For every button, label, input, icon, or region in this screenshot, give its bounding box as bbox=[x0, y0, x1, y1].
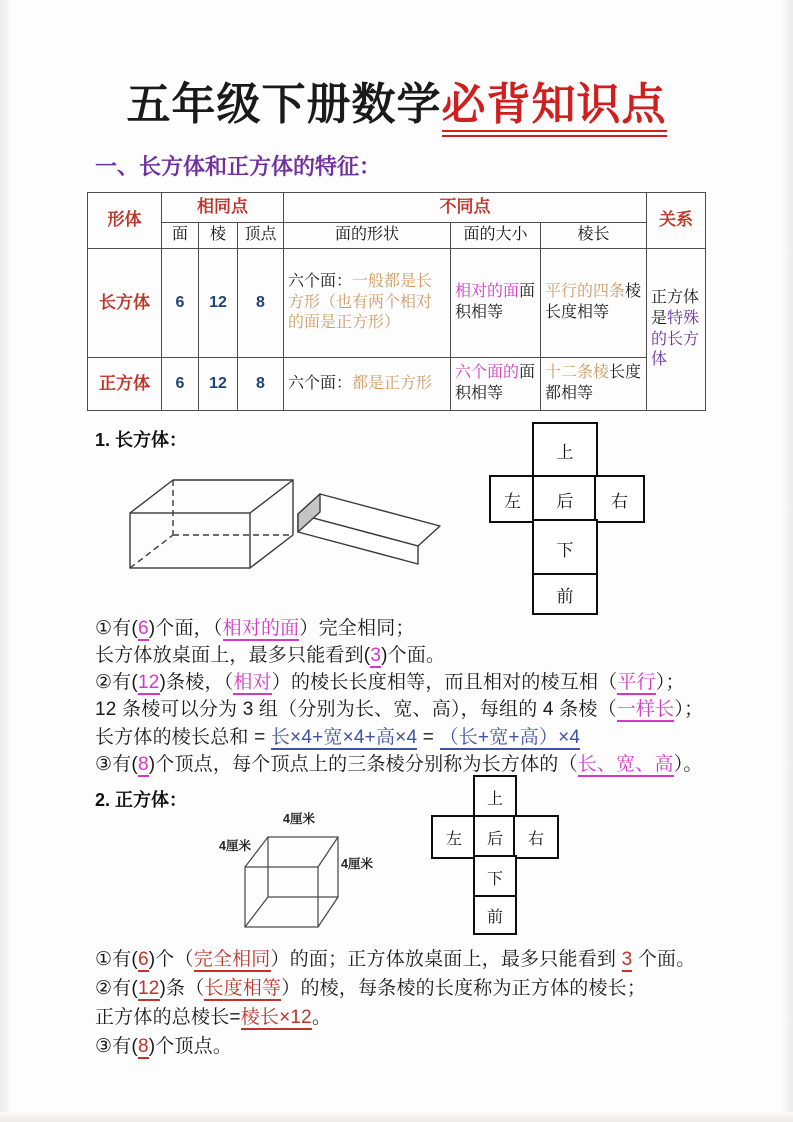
edge-label: 4厘米 bbox=[341, 857, 373, 871]
header-same-points: 相同点 bbox=[162, 193, 284, 223]
cuboid-fact-line: ③有(8)个顶点，每个顶点上的三条棱分别称为长方体的（长、宽、高）。 bbox=[95, 754, 703, 775]
cell-cube-edge-length: 十二条棱长度都相等 bbox=[541, 358, 647, 411]
cube-fact-line: ①有(6)个（完全相同）的面；正方体放桌面上，最多只能看到 3 个面。 bbox=[95, 949, 696, 970]
subheader-face-size: 面的大小 bbox=[451, 223, 541, 249]
net-cell-back: 后 bbox=[473, 815, 517, 859]
net-cell-front: 前 bbox=[532, 573, 598, 615]
cell-cuboid-face-shape: 六个面：一般都是长方形（也有两个相对的面是正方形） bbox=[284, 249, 451, 358]
cell-cube-edges: 12 bbox=[199, 358, 238, 411]
page-title bbox=[0, 68, 793, 132]
cell-cube-faces: 6 bbox=[162, 358, 199, 411]
subheader-vertices: 顶点 bbox=[238, 223, 284, 249]
net-cell-down: 下 bbox=[532, 519, 598, 577]
cuboid-solid-diagram bbox=[280, 488, 445, 573]
cube-fact-line: ②有(12)条（长度相等）的棱，每条棱的长度称为正方体的棱长； bbox=[95, 978, 647, 999]
cube-fact-line: 正方体的总棱长=棱长×12。 bbox=[95, 1007, 332, 1028]
table-row-cuboid bbox=[88, 249, 706, 358]
cube-fact-line: ③有(8)个顶点。 bbox=[95, 1036, 233, 1057]
section-heading-features: 一、长方体和正方体的特征： bbox=[95, 154, 382, 179]
cuboid-section-label: 1. 长方体： bbox=[95, 430, 188, 450]
page-bottom-margin-shade bbox=[0, 1112, 793, 1122]
net-cell-down: 下 bbox=[473, 855, 517, 899]
net-cell-front: 前 bbox=[473, 895, 517, 935]
cuboid-fact-line: ①有(6)个面，（相对的面）完全相同； bbox=[95, 618, 415, 639]
header-relation: 关系 bbox=[647, 193, 706, 249]
page-left-margin-shade bbox=[0, 0, 12, 1122]
table-row-cube bbox=[88, 358, 706, 411]
subheader-edge-length: 棱长 bbox=[541, 223, 647, 249]
net-cell-back: 后 bbox=[532, 475, 598, 523]
subheader-edges: 棱 bbox=[199, 223, 238, 249]
cuboid-fact-line: 长方体的棱长总和 = 长×4+宽×4+高×4 = （长+宽+高）×4 bbox=[95, 727, 581, 748]
cell-cube-face-size: 六个面的面积相等 bbox=[451, 358, 541, 411]
cell-cuboid-vertices: 8 bbox=[238, 249, 284, 358]
cube-section-label: 2. 正方体： bbox=[95, 790, 188, 810]
cell-cube-name: 正方体 bbox=[88, 358, 162, 411]
cell-cube-vertices: 8 bbox=[238, 358, 284, 411]
edge-label: 4厘米 bbox=[283, 812, 315, 826]
cube-wireframe-diagram bbox=[213, 798, 378, 933]
page-right-margin-shade bbox=[781, 0, 793, 1122]
cell-cuboid-name: 长方体 bbox=[88, 249, 162, 358]
page-title-red-underlined: 必背知识点 bbox=[442, 80, 667, 137]
subheader-face-shape: 面的形状 bbox=[284, 223, 451, 249]
cell-cuboid-face-size: 相对的面面积相等 bbox=[451, 249, 541, 358]
cuboid-fact-line: 12 条棱可以分为 3 组（分别为长、宽、高），每组的 4 条棱（一样长）； bbox=[95, 699, 704, 720]
net-cell-top: 上 bbox=[473, 775, 517, 819]
cuboid-wireframe-diagram bbox=[125, 468, 300, 573]
cell-cuboid-edges: 12 bbox=[199, 249, 238, 358]
cell-relation: 正方体是特殊的长方体 bbox=[647, 249, 706, 411]
features-table bbox=[87, 192, 706, 411]
net-cell-right: 右 bbox=[513, 815, 559, 859]
net-cell-top: 上 bbox=[532, 422, 598, 479]
cuboid-fact-line: 长方体放桌面上，最多只能看到(3)个面。 bbox=[95, 645, 446, 666]
table-header-row-1 bbox=[88, 193, 706, 223]
cell-cuboid-faces: 6 bbox=[162, 249, 199, 358]
net-diagram-cube bbox=[429, 775, 559, 935]
header-diff-points: 不同点 bbox=[284, 193, 647, 223]
header-shape: 形体 bbox=[88, 193, 162, 249]
net-cell-left: 左 bbox=[489, 475, 536, 523]
cell-cube-face-shape: 六个面：都是正方形 bbox=[284, 358, 451, 411]
net-cell-left: 左 bbox=[431, 815, 477, 859]
subheader-faces: 面 bbox=[162, 223, 199, 249]
edge-label: 4厘米 bbox=[219, 839, 251, 853]
table-header-row-2 bbox=[88, 223, 706, 249]
net-cell-right: 右 bbox=[594, 475, 645, 523]
page-title-black: 五年级下册数学 bbox=[126, 80, 442, 129]
cell-cuboid-edge-length: 平行的四条棱长度相等 bbox=[541, 249, 647, 358]
cuboid-fact-line: ②有(12)条棱，（相对）的棱长长度相等，而且相对的棱互相（平行）； bbox=[95, 672, 685, 693]
net-diagram-cuboid bbox=[487, 422, 645, 615]
